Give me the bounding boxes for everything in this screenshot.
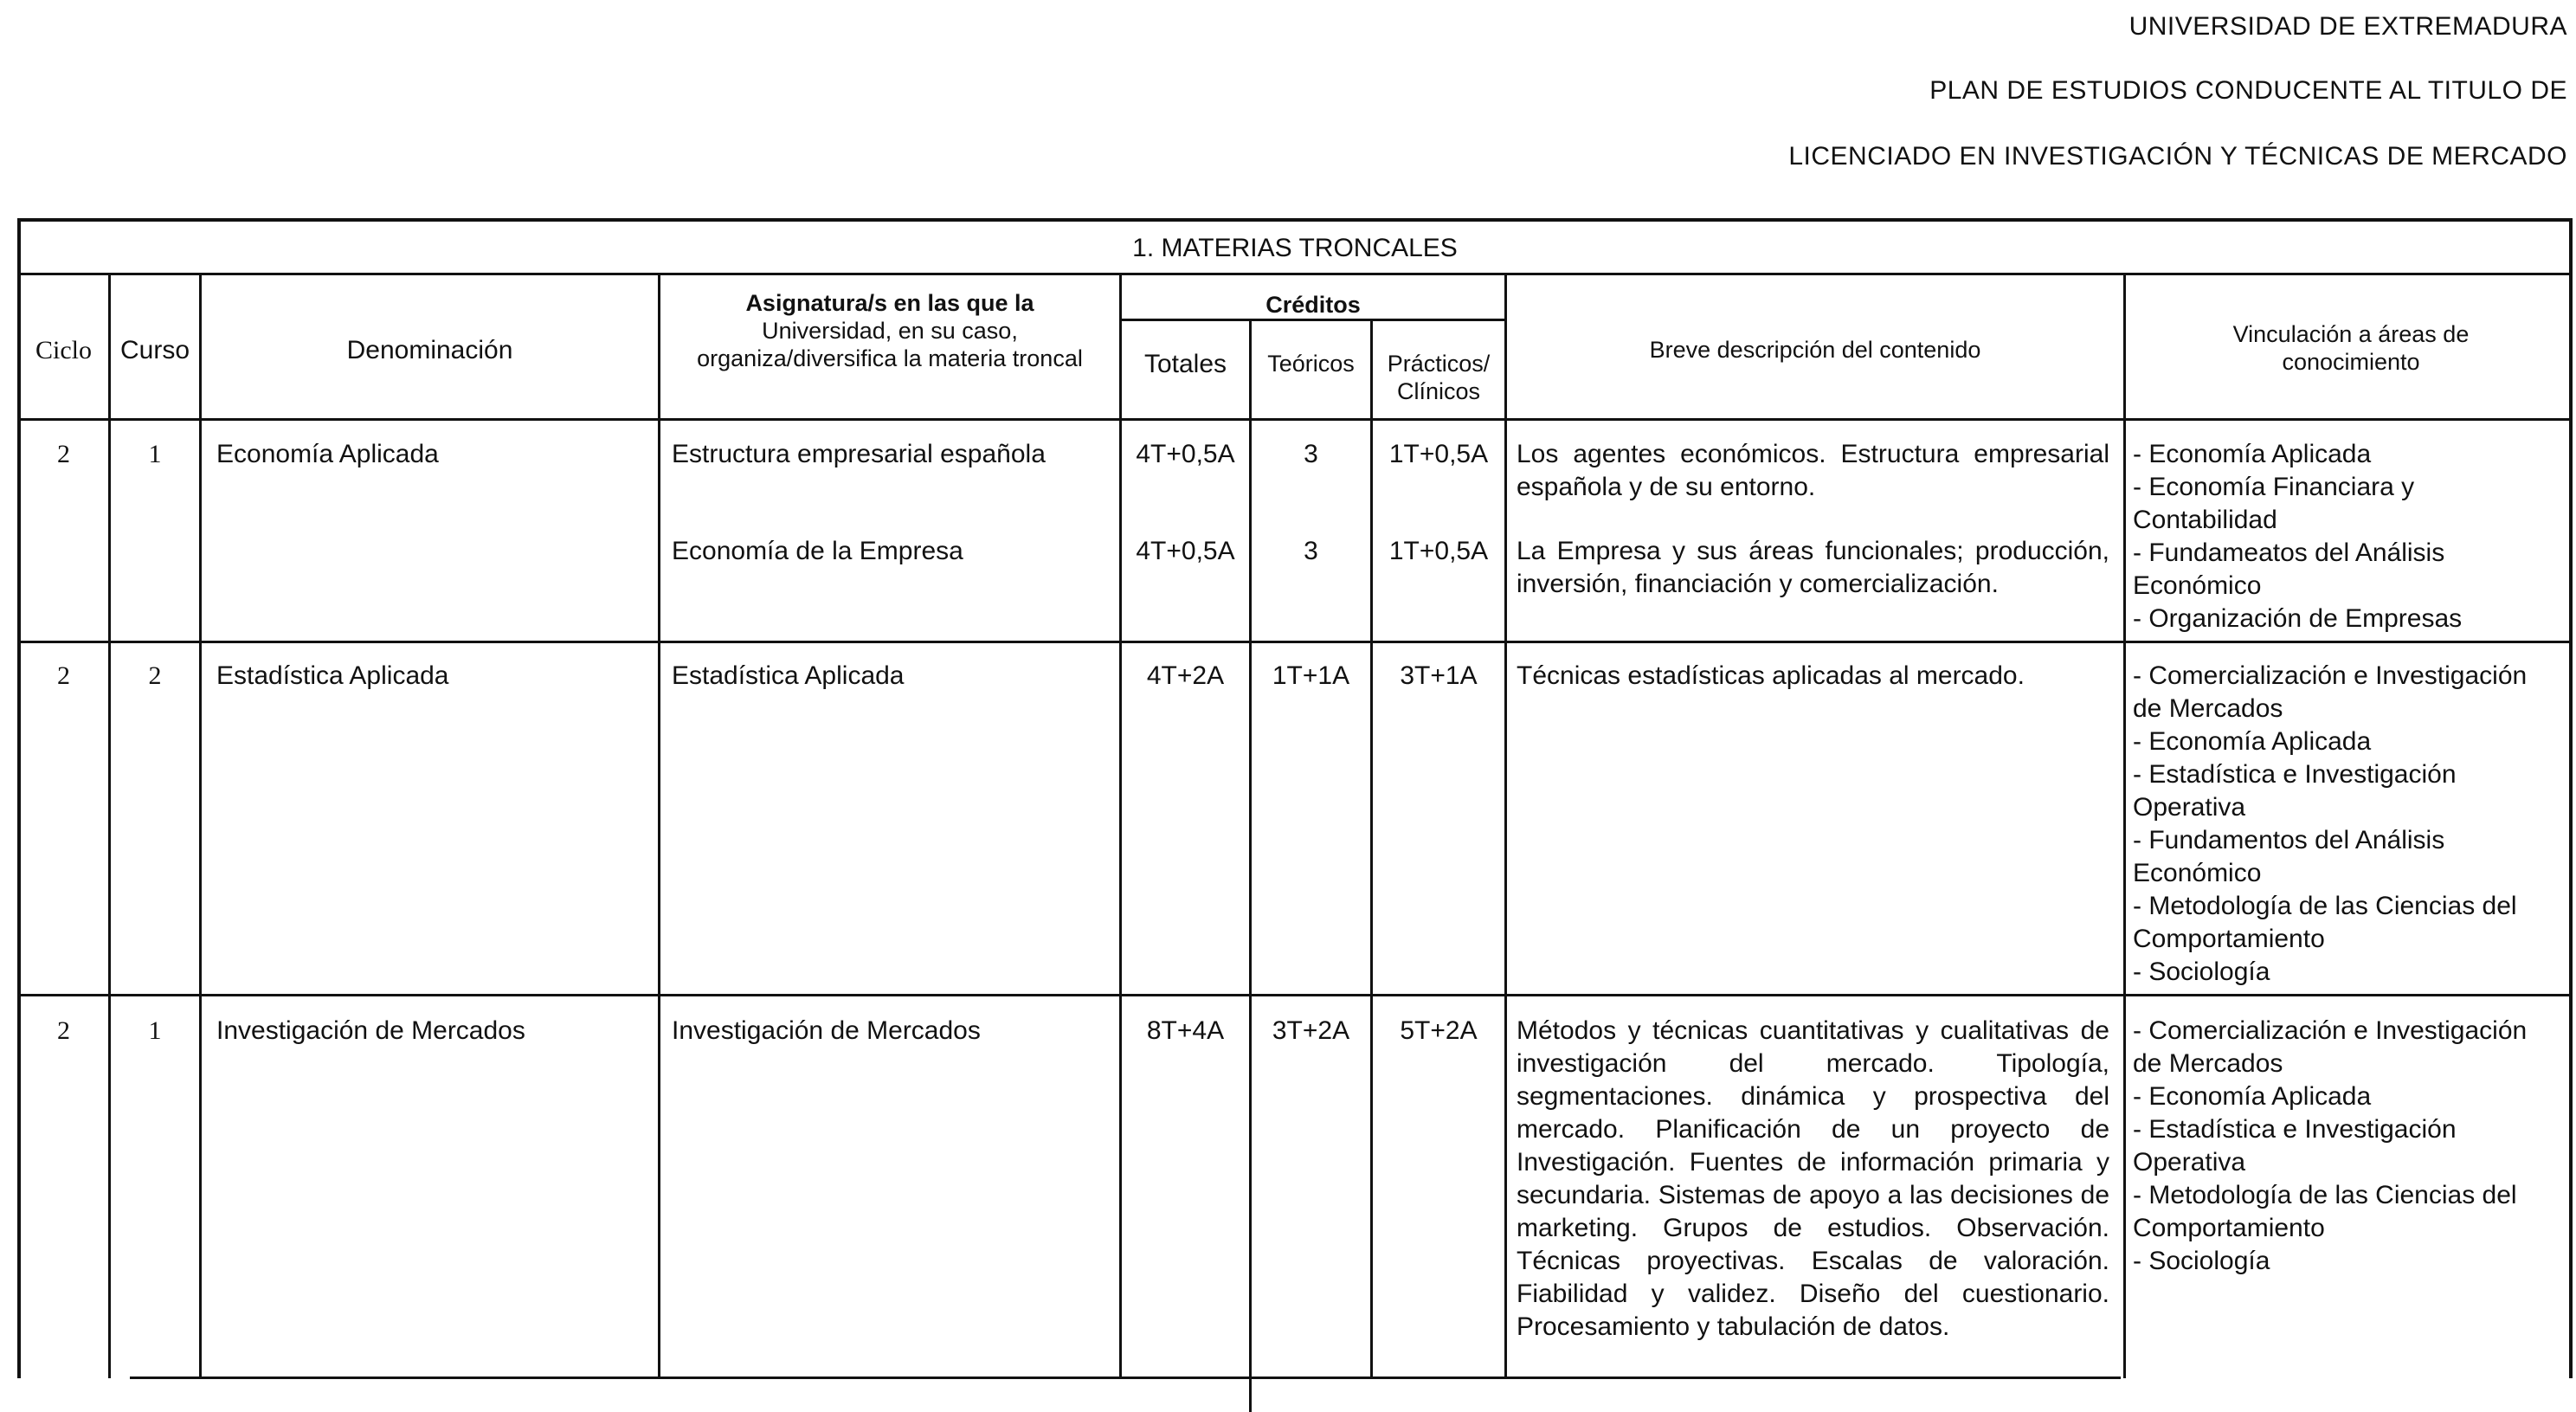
header-vinculacion: Vinculación a áreas de conocimiento xyxy=(2232,321,2470,375)
list-item: - Economía Aplicada xyxy=(2133,1082,2372,1111)
list-item: - Organización de Empresas xyxy=(2133,604,2463,633)
header-teoricos: Teóricos xyxy=(1267,351,1355,377)
row1-practicos-1: 1T+0,5A xyxy=(1388,440,1489,468)
list-item: - Economía Financiara y Contabilidad xyxy=(2133,473,2415,534)
list-item: - Fundameatos del Análisis Económico xyxy=(2133,538,2445,600)
row1-totales-2: 4T+0,5A xyxy=(1136,537,1235,565)
row2-curso: 2 xyxy=(148,661,162,690)
list-item: - Sociología xyxy=(2133,957,2270,986)
row2-areas xyxy=(2133,660,2557,989)
list-item: - Metodología de las Ciencias del Comportamiento xyxy=(2133,892,2517,953)
list-item: - Economía Aplicada xyxy=(2133,440,2372,468)
col-divider-totales xyxy=(1249,321,1252,1412)
row3-descripcion: Métodos y técnicas cuantitativas y cualitativas de investigación del mercado. Tipología, segmentaciones. dinámica y prospectiva del mercado. Planificación de un proyecto de Investigación. Fuentes de información primaria y secundaria. Sistemas de apoyo a las decisiones de marketing. Grupos de estudios. Observación. Técnicas proyectivas. Escalas de valoración. Fiabilidad y validez. Diseño del cuestionario. Procesamiento y tabulación de datos. xyxy=(1517,1016,2109,1341)
header-practicos: Prácticos/ Clínicos xyxy=(1387,351,1491,404)
row3-denominacion: Investigación de Mercados xyxy=(216,1016,525,1045)
list-item: - Comercialización e Investigación de Mercados xyxy=(2133,661,2528,723)
col-divider-denominacion xyxy=(658,275,660,1378)
row-divider-2 xyxy=(17,994,2573,996)
list-item: - Sociología xyxy=(2133,1247,2270,1275)
col-divider-curso xyxy=(199,275,202,1378)
plan-title: PLAN DE ESTUDIOS CONDUCENTE AL TITULO DE xyxy=(1929,76,2567,105)
list-item: - Fundamentos del Análisis Económico xyxy=(2133,826,2445,887)
header-denominacion: Denominación xyxy=(346,336,513,364)
header-breve-descripcion: Breve descripción del contenido xyxy=(1649,337,1981,363)
row1-ciclo: 2 xyxy=(57,440,70,468)
list-item: - Estadística e Investigación Operativa xyxy=(2133,1115,2457,1177)
header-divider xyxy=(17,418,2573,421)
row-divider-1 xyxy=(17,641,2573,643)
row2-ciclo: 2 xyxy=(57,661,70,690)
header-ciclo: Ciclo xyxy=(35,336,92,364)
row3-totales: 8T+4A xyxy=(1146,1016,1225,1045)
row3-curso: 1 xyxy=(148,1016,162,1045)
header-asignatura-line1: Asignatura/s en las que la xyxy=(745,290,1034,316)
section-title: 1. MATERIAS TRONCALES xyxy=(1132,234,1458,262)
row3-asignatura: Investigación de Mercados xyxy=(672,1016,981,1045)
row2-denominacion: Estadística Aplicada xyxy=(216,661,449,690)
header-asignatura-line2: Universidad, en su caso, xyxy=(762,318,1018,344)
row2-teoricos: 1T+1A xyxy=(1272,661,1350,690)
header-totales: Totales xyxy=(1143,350,1227,378)
row1-totales-1: 4T+0,5A xyxy=(1136,440,1235,468)
row2-totales: 4T+2A xyxy=(1146,661,1225,690)
row3-areas xyxy=(2133,1015,2557,1278)
row2-practicos: 3T+1A xyxy=(1400,661,1478,690)
creditos-divider xyxy=(1119,319,1506,321)
list-item: - Estadística e Investigación Operativa xyxy=(2133,760,2457,822)
list-item: - Comercialización e Investigación de Mercados xyxy=(2133,1016,2528,1078)
col-divider-teoricos xyxy=(1370,321,1373,1378)
row1-asignatura-1: Estructura empresarial española xyxy=(672,440,1046,468)
row1-asignatura-2: Economía de la Empresa xyxy=(672,537,963,565)
bottom-line xyxy=(130,1377,2121,1379)
header-asignatura-line3: organiza/diversifica la materia troncal xyxy=(697,345,1083,371)
row1-curso: 1 xyxy=(148,440,162,468)
list-item: - Economía Aplicada xyxy=(2133,727,2372,756)
header-asignatura xyxy=(660,289,1119,372)
row3-teoricos: 3T+2A xyxy=(1272,1016,1350,1045)
col-divider-descripcion xyxy=(2123,275,2126,1378)
row2-asignatura: Estadística Aplicada xyxy=(672,661,905,690)
row1-practicos-2: 1T+0,5A xyxy=(1388,537,1489,565)
section-divider xyxy=(17,273,2573,275)
row1-areas xyxy=(2133,438,2557,635)
header-curso: Curso xyxy=(119,336,190,364)
row3-practicos: 5T+2A xyxy=(1400,1016,1478,1045)
row1-teoricos-2: 3 xyxy=(1304,537,1318,565)
row1-teoricos-1: 3 xyxy=(1304,440,1318,468)
row3-ciclo: 2 xyxy=(57,1016,70,1045)
row1-denominacion: Economía Aplicada xyxy=(216,440,439,468)
list-item: - Metodología de las Ciencias del Comportamiento xyxy=(2133,1181,2517,1242)
row1-descripcion-2: La Empresa y sus áreas funcionales; producción, inversión, financiación y comercialización. xyxy=(1517,537,2109,598)
header-creditos: Créditos xyxy=(1265,292,1361,318)
col-divider-practicos xyxy=(1504,275,1507,1378)
degree-title: LICENCIADO EN INVESTIGACIÓN Y TÉCNICAS DE MERCADO xyxy=(1788,142,2567,171)
row2-descripcion: Técnicas estadísticas aplicadas al mercado. xyxy=(1517,661,2025,690)
row1-descripcion-1: Los agentes económicos. Estructura empresarial española y de su entorno. xyxy=(1517,440,2109,501)
university-name: UNIVERSIDAD DE EXTREMADURA xyxy=(2128,12,2567,41)
